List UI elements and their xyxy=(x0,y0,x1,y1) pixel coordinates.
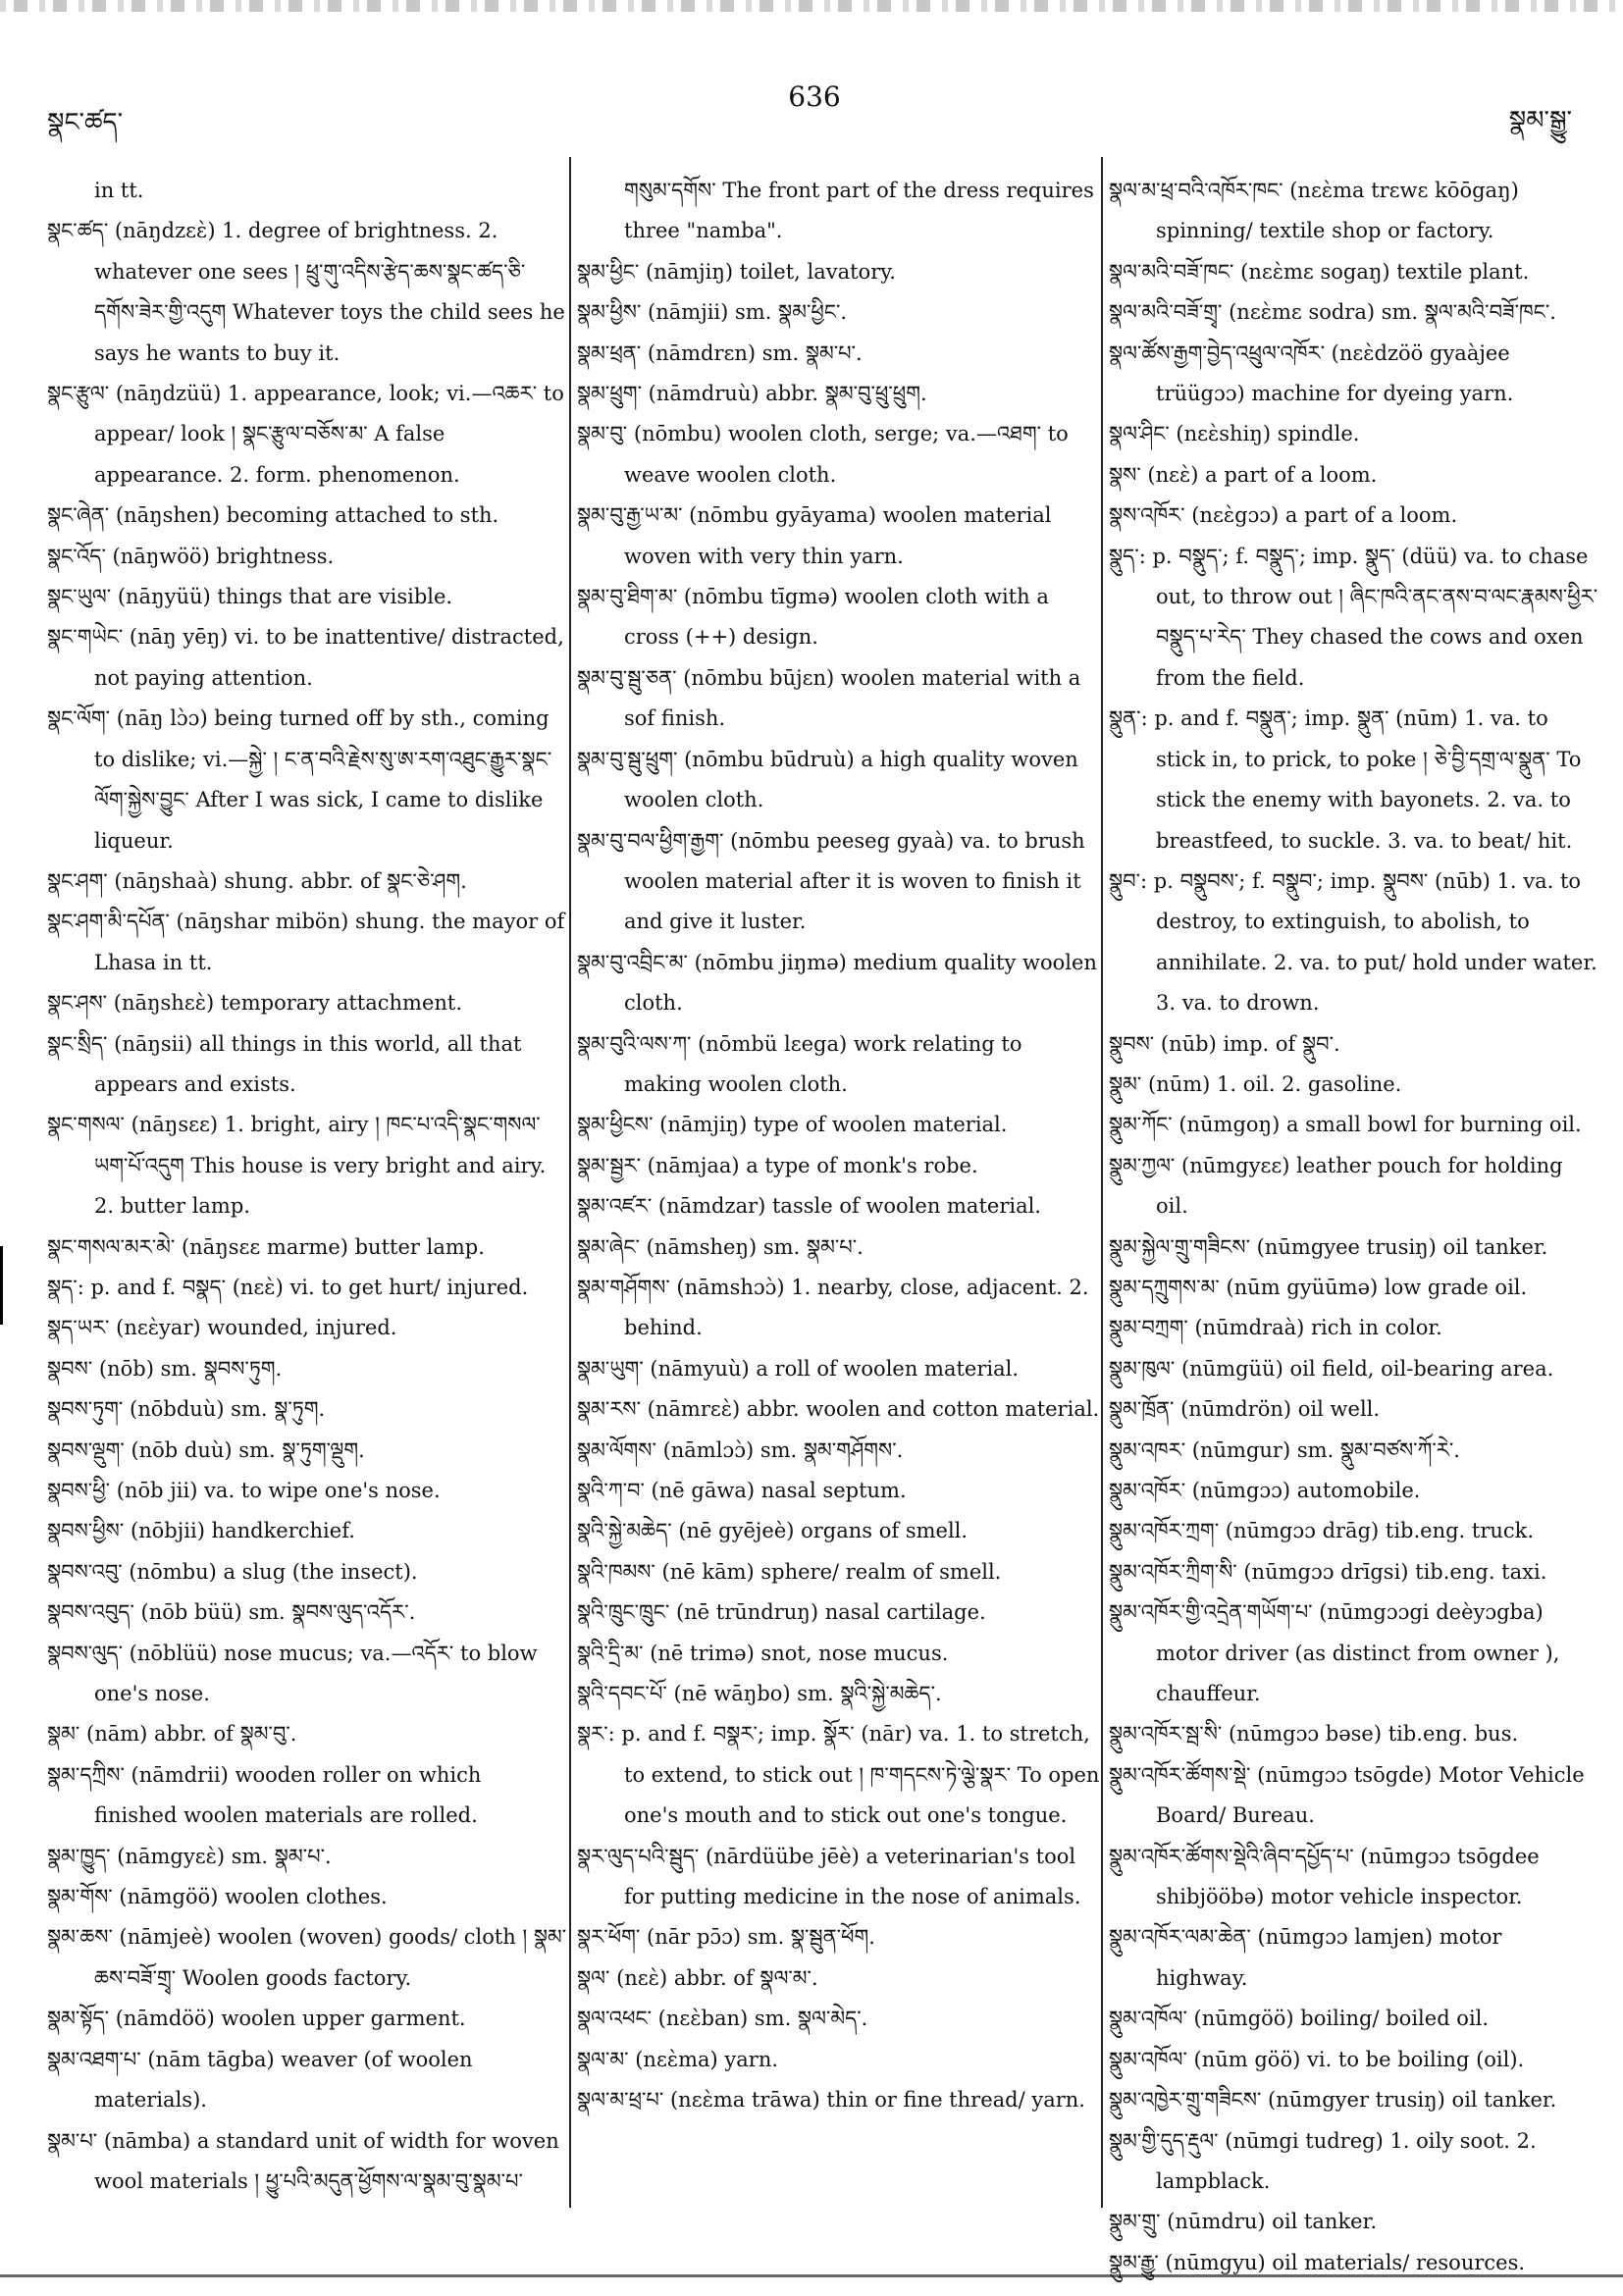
dictionary-entry: སྣད་: p. and f. བསྣད་ (nεὲ) vi. to get hurt/ injured. xyxy=(47,1275,529,1299)
dictionary-entry: སྣལ་མ་ཕྲ་པ་ (nεὲma trāwa) thin or fine thread/ yarn. xyxy=(577,2088,1085,2113)
dictionary-entry: སྣམ་བུ་སྦུ་ཅན་ (nōmbu būjεn) woolen material with a sof finish. xyxy=(577,665,1081,731)
dictionary-entry: སྣུམ་འཁར་ (nūmgur) sm. སྣུམ་བཙས་ཀོ་རེ་. xyxy=(1109,1437,1460,1462)
dictionary-entry: སྣམ་ཕྱིང་ (nāmjiŋ) toilet, lavatory. xyxy=(577,259,896,284)
dictionary-entry: སྣུམ་འཁོར་ཚོགས་སྡེ་ (nūmgɔɔ tsōgde) Motor Vehicle Board/ Bureau. xyxy=(1109,1762,1585,1828)
dictionary-entry: སྣམ་ཕྲན་ (nāmdrεn) sm. སྣམ་པ་. xyxy=(577,340,863,365)
dictionary-entry: སྣུམ་འཁོར་ཚོགས་སྡེའི་ཞིབ་དཔྱོད་པ་ (nūmgɔɔ tsōgdee shibjööbə) motor vehicle inspector. xyxy=(1109,1844,1540,1909)
dictionary-entry: སྣའི་ཁྲུང་ཁྲུང་ (nē trūndruŋ) nasal cartilage. xyxy=(577,1600,986,1625)
dictionary-entry: སྣུམ་འཁོལ་ (nūmgöö) boiling/ boiled oil. xyxy=(1109,2007,1490,2031)
dictionary-entry: སྣམ་གཤོགས་ (nāmshɔɔ̀) 1. nearby, close, adjacent. 2. behind. xyxy=(577,1275,1089,1340)
dictionary-entry: སྣབས་འབུ་ (nōmbu) a slug (the insect). xyxy=(47,1559,418,1584)
dictionary-entry: སྣམ་བུ་རྒྱ་ཡ་མ་ (nōmbu gyāyama) woolen material woven with very thin yarn. xyxy=(577,503,1052,568)
dictionary-entry: སྣལ་མ་ཕྲ་བའི་འཁོར་ཁང་ (nεὲma trεwε kōōgaŋ) spinning/ textile shop or factory. xyxy=(1109,179,1519,243)
dictionary-entry: སྣུམ་ (nūm) 1. oil. 2. gasoline. xyxy=(1109,1071,1402,1096)
dictionary-entry: སྣུད་: p. བསྣུད་; f. བསྣུད་; imp. སྣུད་ (düü) va. to chase out, to throw out ། ཞིང་ཁའི་ནང་ནས་བ་ལང་རྣམས་ཕྱིར་བསྣུད་པ་རེད་ They chased the cows and oxen from the field. xyxy=(1109,544,1598,690)
dictionary-entry: སྣུམ་འཁོལ་ (nūm göö) vi. to be boiling (oil). xyxy=(1109,2047,1525,2071)
dictionary-entry: སྣབས་ཕྱིས་ (nōbjii) handkerchief. xyxy=(47,1519,355,1543)
dictionary-entry: སྣམ་བུ་བལ་ཕྱིག་རྒྱག་ (nōmbu peeseg gyaà) va. to brush woolen material after it is woven to finish it and give it luster. xyxy=(577,828,1085,934)
dictionary-entry: སྣུམ་འཁྱེར་གྲུ་གཟིངས་ (nūmgyer trusiŋ) oil tanker. xyxy=(1109,2088,1557,2113)
dictionary-entry: སྣའི་སྐྱེ་མཆེད་ (nē gyējeè) organs of smell. xyxy=(577,1519,969,1543)
dictionary-entry: སྣལ་ཚོས་རྒྱག་བྱེད་འཕྲུལ་འཁོར་ (nεὲdzöö gyaàjee trüügɔɔ) machine for dyeing yarn. xyxy=(1109,340,1514,406)
running-head-right: སྣམ་སྒྱུ་ xyxy=(1508,106,1572,135)
dictionary-entry: སྣད་ཡར་ (nεὲyar) wounded, injured. xyxy=(47,1316,397,1340)
dictionary-entry: སྣང་ཤས་ (nāŋshεὲ) temporary attachment. xyxy=(47,991,463,1016)
dictionary-entry: སྣུམ་ཀྱལ་ (nūmgyεε) leather pouch for holding oil. xyxy=(1109,1153,1563,1219)
dictionary-entry: གསུམ་དགོས་ The front part of the dress requires three "namba". xyxy=(624,179,1094,243)
dictionary-entry: སྣུམ་རྒྱུ་ (nūmgyu) oil materials/ resources. xyxy=(1109,2250,1526,2274)
dictionary-entry: སྣམ་དཀྲིས་ (nāmdrii) wooden roller on which finished woolen materials are rolled. xyxy=(47,1762,482,1828)
dictionary-entry: སྣམ་ཁྱུད་ (nāmgyεὲ) sm. སྣམ་པ་. xyxy=(47,1844,332,1868)
dictionary-entry: སྣམ་འཛར་ (nāmdzar) tassle of woolen material. xyxy=(577,1194,1041,1219)
dictionary-entry: སྣམ་གོས་ (nāmgöö) woolen clothes. xyxy=(47,1885,388,1909)
dictionary-entry: སྣས་ (nεὲ) a part of a loom. xyxy=(1109,462,1378,487)
dictionary-entry: སྣུམ་ཁུལ་ (nūmgüü) oil field, oil-bearing area. xyxy=(1109,1356,1554,1381)
dictionary-entry: in tt. xyxy=(94,179,144,202)
column-divider xyxy=(569,157,571,2208)
dictionary-entry: སྣས་འཁོར་ (nεὲgɔɔ) a part of a loom. xyxy=(1109,503,1458,528)
dictionary-entry: སྣབས་ཏུག་ (nōbduù) sm. སྣ་ཏུག. xyxy=(47,1397,326,1422)
scan-edge-bottom xyxy=(0,2274,1623,2277)
scan-mark xyxy=(0,1246,3,1325)
dictionary-entry: སྣུམ་འཁོར་སྦ་སི་ (nūmgɔɔ bəse) tib.eng. bus. xyxy=(1109,1722,1519,1747)
dictionary-entry: སྣང་རྩུལ་ (nāŋdzüü) 1. appearance, look; vi.—འཆར་ to appear/ look ། སྣང་རྩུལ་བཅོས་མ་ A false appearance. 2. form. phenomenon. xyxy=(47,382,564,487)
dictionary-entry: སྣམ་རས་ (nāmrεὲ) abbr. woolen and cotton material. xyxy=(577,1397,1100,1422)
dictionary-entry: སྣབས་ (nōb) sm. སྣབས་ཏུག. xyxy=(47,1356,283,1381)
dictionary-entry: སྣའི་ཀ་བ་ (nē gāwa) nasal septum. xyxy=(577,1479,907,1502)
column-1 xyxy=(47,171,567,2202)
running-head-left: སྣང་ཚད་ xyxy=(47,108,124,137)
scan-edge xyxy=(0,0,1623,12)
dictionary-entry: སྣམ་བུ་འབྲིང་མ་ (nōmbu jiŋmə) medium quality woolen cloth. xyxy=(577,950,1097,1016)
dictionary-entry: སྣང་འོད་ (nāŋwöö) brightness. xyxy=(47,544,335,568)
dictionary-entry: སྣུམ་སྐྱེལ་གྲུ་གཟིངས་ (nūmgyee trusiŋ) oil tanker. xyxy=(1109,1234,1548,1259)
dictionary-entry: སྣུམ་ཁྲོན་ (nūmdrön) oil well. xyxy=(1109,1397,1381,1422)
dictionary-entry: སྣང་གསལ་མར་མེ་ (nāŋsεε marme) butter lamp. xyxy=(47,1234,485,1259)
dictionary-entry: སྣབས་ལུད་ (nōblüü) nose mucus; va.—འདོར་ to blow one's nose. xyxy=(47,1641,538,1706)
dictionary-entry: སྣབས་ཕྱི་ (nōb jii) va. to wipe one's nose. xyxy=(47,1479,441,1502)
dictionary-entry: སྣམ་ལོགས་ (nāmlɔɔ̀) sm. སྣམ་གཤོགས་. xyxy=(577,1437,904,1462)
dictionary-entry: སྣང་ཡུལ་ (nāŋyüü) things that are visible. xyxy=(47,585,453,609)
dictionary-entry: སྣང་གཡེང་ (nāŋ yēŋ) vi. to be inattentive/ distracted, not paying attention. xyxy=(47,625,564,690)
page-number: 636 xyxy=(788,80,841,113)
column-3 xyxy=(1109,171,1599,2283)
dictionary-entry: སྣང་ཞེན་ (nāŋshen) becoming attached to sth. xyxy=(47,503,499,528)
dictionary-entry: སྣམ་སྦྱར་ (nāmjaa) a type of monk's robe. xyxy=(577,1153,978,1177)
dictionary-entry: སྣམ་ (nām) abbr. of སྣམ་བུ་. xyxy=(47,1722,297,1747)
dictionary-entry: སྣབས་ལྡུག་ (nōb duù) sm. སྣ་ཏུག་ལྡུག. xyxy=(47,1437,365,1462)
dictionary-entry: སྣམ་ཕྱིས་ (nāmjii) sm. སྣམ་ཕྱིང་. xyxy=(577,300,848,325)
dictionary-entry: སྣམ་བུ་ཐིག་མ་ (nōmbu tīgmə) woolen cloth with a cross (++) design. xyxy=(577,585,1049,650)
dictionary-entry: སྣའི་དབང་པོ་ (nē wāŋbo) sm. སྣའི་སྐྱེ་མཆེད་. xyxy=(577,1682,942,1706)
dictionary-entry: སྣམ་འཐག་པ་ (nām tāgba) weaver (of woolen materials). xyxy=(47,2047,473,2113)
dictionary-entry: སྣལ་ཤིང་ (nεὲshiŋ) spindle. xyxy=(1109,422,1360,446)
dictionary-entry: སྣལ་མའི་བཟོ་ཁང་ (nεὲmε sogaŋ) textile plant. xyxy=(1109,259,1530,284)
dictionary-entry: སྣང་ཚད་ (nāŋdzεὲ) 1. degree of brightness. 2. whatever one sees ། ཕྲུ་གུ་འདིས་རྩེད་ཆས་སྣང་ཚད་ཅི་དགོས་ཟེར་གྱི་འདུག Whatever toys the child sees he says he wants to buy it. xyxy=(47,219,565,365)
dictionary-entry: སྣམ་བུ་སྦུ་ཕྲུག་ (nōmbu būdruù) a high quality woven woolen cloth. xyxy=(577,747,1078,812)
dictionary-entry: སྣང་ལོག་ (nāŋ lɔ̀ɔ) being turned off by sth., coming to dislike; vi.—སྐྱེ་ ། ང་ན་བའི་རྗེས་སུ་ཨ་རག་འཐུང་རྒྱུར་སྣང་ལོག་སྐྱེས་བྱུང་ After I was sick, I came to dislike liqueur. xyxy=(47,706,552,853)
dictionary-entry: སྣུམ་བཀྲག་ (nūmdraà) rich in color. xyxy=(1109,1316,1442,1340)
column-divider xyxy=(1101,157,1103,2208)
dictionary-entry: སྣུབས་ (nūb) imp. of སྣུབ་. xyxy=(1109,1031,1340,1056)
dictionary-entry: སྣུན་: p. and f. བསྣུན་; imp. སྣུན་ (nūm) 1. va. to stick in, to prick, to poke ། ཅེ་བྱི་དགྲ་ལ་སྣུན་ To stick the enemy with bayonets. 2. va. to breastfeed, to suckle. 3. va. to beat/ hit. xyxy=(1109,706,1582,853)
dictionary-entry: སྣུམ་ཀོང་ (nūmgoŋ) a small bowl for burning oil. xyxy=(1109,1113,1582,1137)
column-2 xyxy=(577,171,1101,2121)
dictionary-entry: སྣུམ་འཁོར་ཀྲིག་སི་ (nūmgɔɔ drīgsi) tib.eng. taxi. xyxy=(1109,1559,1547,1584)
dictionary-entry: སྣམ་ཕྲུག་ (nāmdruù) abbr. སྣམ་བུ་ཕྲུ་ཕྲུག. xyxy=(577,382,927,406)
dictionary-entry: སྣུམ་དཀྲུགས་མ་ (nūm gyüūmə) low grade oil. xyxy=(1109,1275,1528,1299)
dictionary-entry: སྣའི་དྲི་མ་ (nē trimə) snot, nose mucus. xyxy=(577,1641,949,1665)
dictionary-entry: སྣམ་སྟོད་ (nāmdöö) woolen upper garment. xyxy=(47,2007,466,2031)
dictionary-entry: སྣང་སྲིད་ (nāŋsii) all things in this world, all that appears and exists. xyxy=(47,1031,522,1096)
dictionary-entry: སྣང་ཤག་མི་དཔོན་ (nāŋshar mibön) shung. the mayor of Lhasa in tt. xyxy=(47,910,565,974)
dictionary-entry: སྣམ་པ་ (nāmba) a standard unit of width for woven wool materials ། ཕྱུ་པའི་མདུན་ཕྱོགས་ལ་སྣམ་བུ་སྣམ་པ་ xyxy=(47,2128,559,2193)
dictionary-entry: སྣལ་མ་ (nεὲma) yarn. xyxy=(577,2047,779,2071)
dictionary-entry: སྣུམ་གྱི་དུད་རྡུལ་ (nūmgi tudreg) 1. oily soot. 2. lampblack. xyxy=(1109,2128,1537,2193)
dictionary-entry: སྣལ་འཕང་ (nεὲban) sm. སྣལ་མེད་. xyxy=(577,2007,868,2031)
dictionary-entry: སྣའི་ཁམས་ (nē kām) sphere/ realm of smell. xyxy=(577,1559,1002,1584)
dictionary-entry: སྣུམ་འཁོར་ཀྲག་ (nūmgɔɔ drāg) tib.eng. truck. xyxy=(1109,1519,1535,1543)
dictionary-entry: སྣམ་བུ་ (nōmbu) woolen cloth, serge; va.—འཐག་ to weave woolen cloth. xyxy=(577,422,1069,487)
dictionary-entry: སྣུམ་འཁོར་ལམ་ཆེན་ (nūmgɔɔ lamjen) motor highway. xyxy=(1109,1925,1502,1990)
dictionary-entry: སྣམ་བུའི་ལས་ཀ་ (nōmbü lεega) work relating to making woolen cloth. xyxy=(577,1031,1022,1096)
dictionary-entry: སྣམ་ཞེང་ (nāmsheŋ) sm. སྣམ་པ་. xyxy=(577,1234,864,1259)
dictionary-entry: སྣབས་འབུད་ (nōb büü) sm. སྣབས་ལུད་འདོར་. xyxy=(47,1600,416,1625)
dictionary-entry: སྣུམ་འཁོར་ (nūmgɔɔ) automobile. xyxy=(1109,1479,1421,1502)
dictionary-entry: སྣལ་ (nεὲ) abbr. of སྣལ་མ་. xyxy=(577,1965,818,1990)
dictionary-entry: སྣར་ཕོག་ (nār pɔ̄ɔ) sm. སྣ་སྦུན་ཕོག. xyxy=(577,1925,875,1950)
dictionary-entry: སྣུབ་: p. བསྣུབས་; f. བསྣུབ་; imp. སྣུབས་ (nūb) 1. va. to destroy, to extinguish, to abolish, to annihilate. 2. va. to put/ hold under water. 3. va. to drown. xyxy=(1109,868,1597,1016)
dictionary-entry: སྣུམ་འཁོར་གྱི་འདྲེན་གཡོག་པ་ (nūmgɔɔgi deèyɔgba) motor driver (as distinct from owner ), chauffeur. xyxy=(1109,1600,1560,1706)
dictionary-entry: སྣལ་མའི་བཟོ་གྲྭ་ (nεὲmε sodra) sm. སྣལ་མའི་བཟོ་ཁང་. xyxy=(1109,300,1556,325)
dictionary-entry: སྣམ་ཆས་ (nāmjeè) woolen (woven) goods/ cloth ། སྣམ་ཆས་བཟོ་གྲྭ་ Woolen goods factory. xyxy=(47,1925,567,1990)
dictionary-entry: སྣམ་ཕྱིངས་ (nāmjiŋ) type of woolen material. xyxy=(577,1113,1008,1137)
dictionary-entry: སྣང་གསལ་ (nāŋsεε) 1. bright, airy ། ཁང་པ་འདི་སྣང་གསལ་ཡག་པོ་འདུག This house is very bright and airy. 2. butter lamp. xyxy=(47,1113,547,1219)
dictionary-entry: སྣར་ལུད་པའི་སྦུད་ (nārdüübe jēè) a veterinarian's tool for putting medicine in the nose of animals. xyxy=(577,1844,1081,1909)
dictionary-entry: སྣམ་ཡུག་ (nāmyuù) a roll of woolen material. xyxy=(577,1356,1020,1381)
dictionary-entry: སྣང་ཤག་ (nāŋshaà) shung. abbr. of སྣང་ཅེ་ཤག. xyxy=(47,868,467,893)
dictionary-entry: སྣུམ་གྲུ་ (nūmdru) oil tanker. xyxy=(1109,2210,1378,2234)
dictionary-entry: སྣར་: p. and f. བསྣར་; imp. སྣོར་ (nār) va. 1. to stretch, to extend, to stick out ། ཁ་གདངས་ཏེ་ལྕེ་སྣར་ To open one's mouth and to stick out one's tongue. xyxy=(577,1722,1100,1828)
